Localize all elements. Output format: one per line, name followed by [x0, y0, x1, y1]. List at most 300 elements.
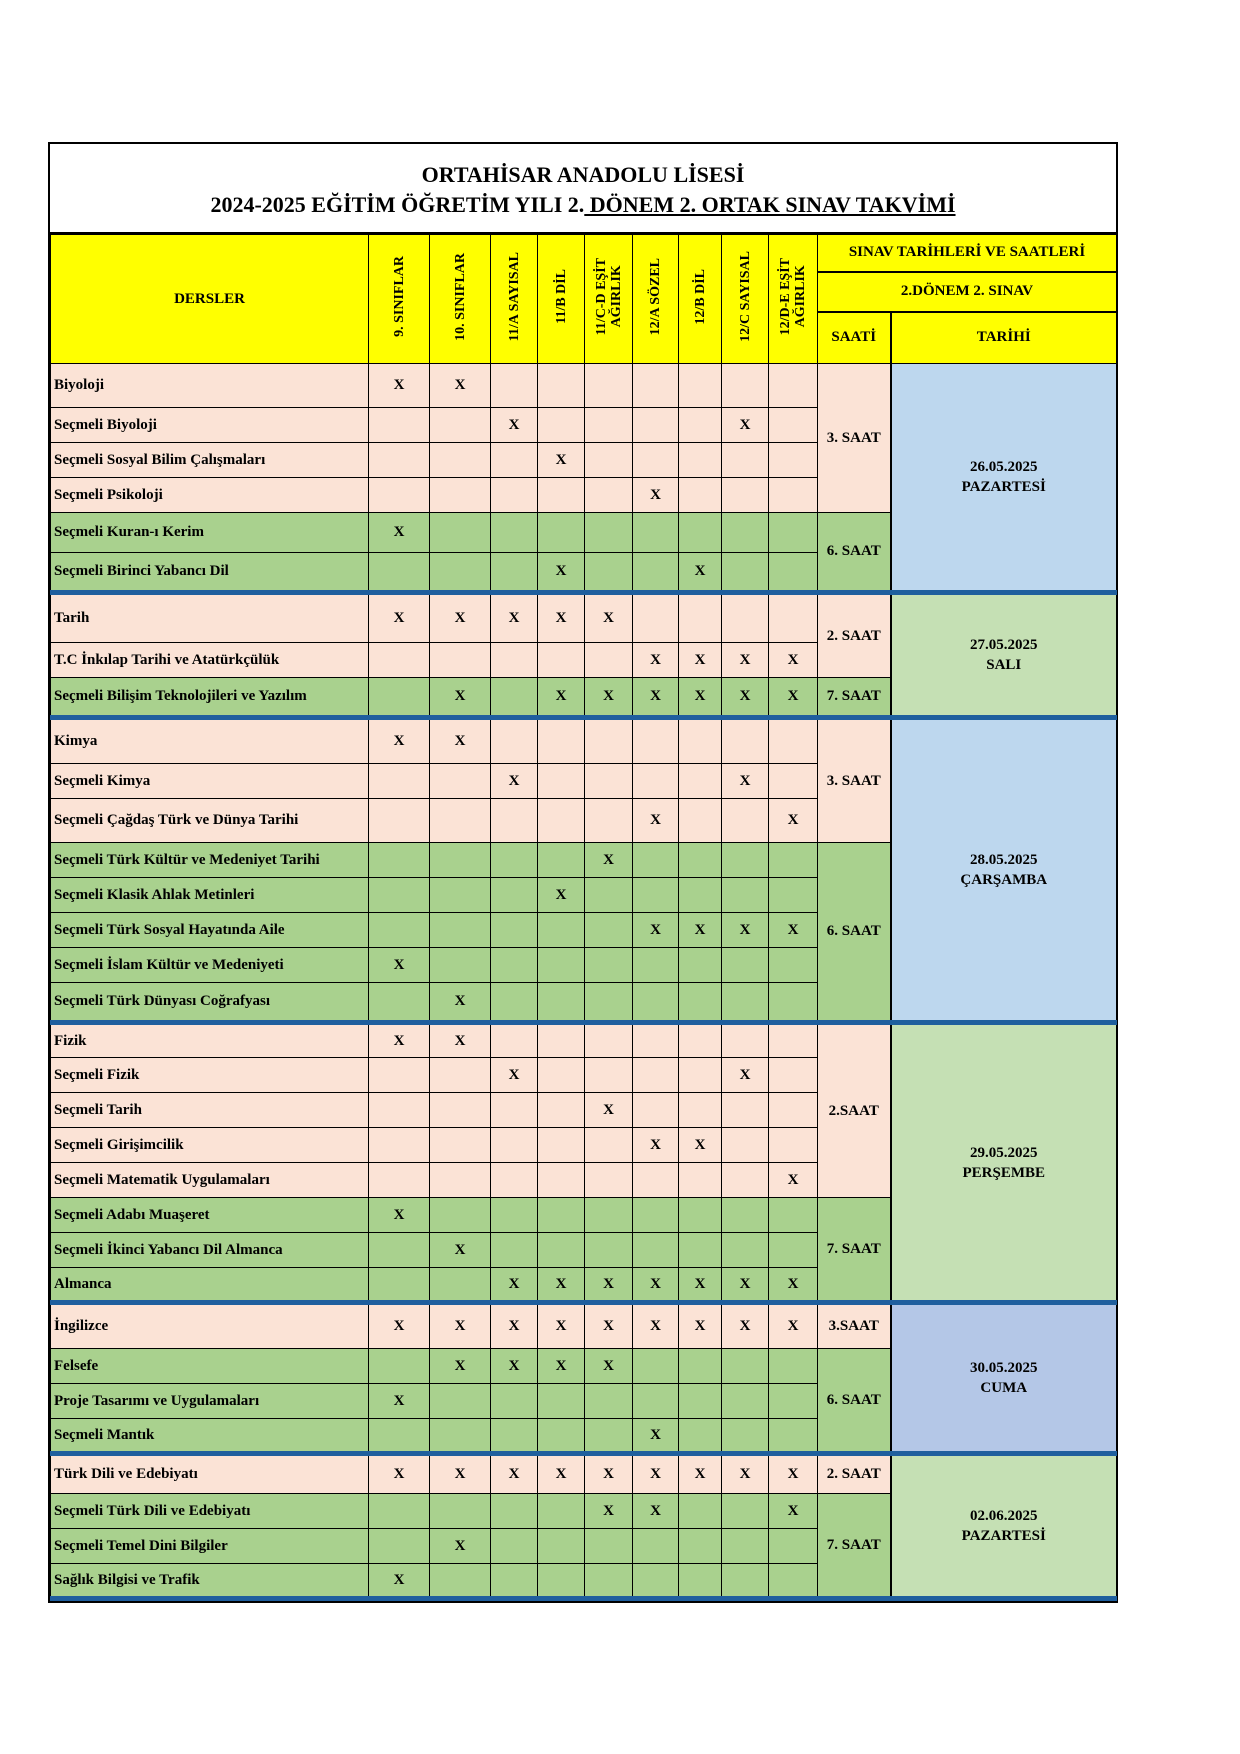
class-mark-cell	[633, 1093, 679, 1128]
class-mark-cell	[585, 764, 633, 799]
class-mark-cell: X	[491, 408, 538, 443]
class-mark-cell	[538, 1384, 585, 1419]
class-mark-cell: X	[679, 553, 722, 593]
class-mark-cell: X	[585, 1494, 633, 1529]
class-mark-cell: X	[585, 593, 633, 643]
class-mark-cell	[491, 878, 538, 913]
class-mark-cell: X	[633, 643, 679, 678]
exam-time-cell: 7. SAAT	[818, 1198, 891, 1303]
class-mark-cell: X	[430, 1454, 491, 1494]
class-mark-cell	[633, 443, 679, 478]
class-mark-cell	[769, 478, 818, 513]
class-mark-cell	[633, 1529, 679, 1564]
class-mark-cell	[430, 878, 491, 913]
class-mark-cell	[585, 1128, 633, 1163]
class-mark-cell	[633, 718, 679, 764]
class-mark-cell	[538, 1494, 585, 1529]
class-mark-cell	[769, 553, 818, 593]
class-mark-cell	[491, 478, 538, 513]
exam-date: 28.05.2025	[970, 852, 1038, 868]
class-mark-cell	[538, 1233, 585, 1268]
class-mark-cell	[585, 1023, 633, 1058]
class-mark-cell: X	[369, 513, 430, 553]
course-name: T.C İnkılap Tarihi ve Atatürkçülük	[51, 643, 369, 678]
class-mark-cell: X	[633, 1494, 679, 1529]
class-mark-cell: X	[722, 643, 769, 678]
class-mark-cell: X	[538, 878, 585, 913]
class-mark-cell: X	[491, 1058, 538, 1093]
class-mark-cell: X	[369, 593, 430, 643]
class-mark-cell	[430, 443, 491, 478]
class-mark-cell	[633, 593, 679, 643]
class-mark-cell: X	[369, 948, 430, 983]
class-mark-cell	[430, 764, 491, 799]
exam-date: 26.05.2025	[970, 459, 1038, 475]
class-mark-cell	[722, 878, 769, 913]
class-mark-cell	[538, 1023, 585, 1058]
class-mark-cell	[538, 1058, 585, 1093]
class-mark-cell: X	[722, 1303, 769, 1349]
class-mark-cell	[585, 443, 633, 478]
class-mark-cell	[369, 913, 430, 948]
class-mark-cell	[430, 1268, 491, 1303]
exam-day: CUMA	[980, 1380, 1028, 1396]
class-mark-cell	[585, 643, 633, 678]
course-name: Biyoloji	[51, 364, 369, 408]
class-mark-cell	[585, 408, 633, 443]
class-mark-cell	[679, 443, 722, 478]
class-mark-cell: X	[538, 678, 585, 718]
class-mark-cell: X	[585, 1093, 633, 1128]
class-mark-cell	[633, 1384, 679, 1419]
class-mark-cell	[369, 983, 430, 1023]
class-mark-cell	[722, 1128, 769, 1163]
class-mark-cell: X	[430, 718, 491, 764]
class-mark-cell	[369, 643, 430, 678]
class-mark-cell	[679, 843, 722, 878]
class-mark-cell	[369, 1419, 430, 1454]
class-mark-cell	[633, 364, 679, 408]
class-mark-cell	[722, 478, 769, 513]
class-mark-cell	[585, 1384, 633, 1419]
class-mark-cell	[722, 553, 769, 593]
class-mark-cell	[491, 443, 538, 478]
class-mark-cell	[491, 718, 538, 764]
class-mark-cell: X	[491, 1454, 538, 1494]
class-mark-cell: X	[491, 1303, 538, 1349]
course-name: Sağlık Bilgisi ve Trafik	[51, 1564, 369, 1599]
exam-time-cell: 3. SAAT	[818, 364, 891, 513]
class-mark-cell: X	[633, 1303, 679, 1349]
class-mark-cell	[722, 1093, 769, 1128]
class-mark-cell	[369, 1268, 430, 1303]
header-date: TARİHİ	[891, 312, 1117, 364]
class-mark-cell	[769, 983, 818, 1023]
class-mark-cell: X	[769, 643, 818, 678]
class-mark-cell	[585, 1529, 633, 1564]
course-name: Seçmeli Klasik Ahlak Metinleri	[51, 878, 369, 913]
class-mark-cell: X	[430, 593, 491, 643]
class-mark-cell: X	[679, 913, 722, 948]
class-mark-cell: X	[369, 1384, 430, 1419]
class-mark-cell	[722, 718, 769, 764]
class-mark-cell	[679, 513, 722, 553]
class-mark-cell	[538, 1529, 585, 1564]
class-mark-cell	[538, 799, 585, 843]
class-mark-cell	[491, 513, 538, 553]
course-name: Fizik	[51, 1023, 369, 1058]
class-mark-cell: X	[769, 799, 818, 843]
exam-date: 27.05.2025	[970, 637, 1038, 653]
class-mark-cell	[769, 364, 818, 408]
class-mark-cell	[679, 478, 722, 513]
class-mark-cell	[585, 799, 633, 843]
class-mark-cell	[585, 1419, 633, 1454]
class-mark-cell	[769, 1093, 818, 1128]
class-mark-cell	[491, 1529, 538, 1564]
class-mark-cell	[633, 878, 679, 913]
class-mark-cell	[369, 843, 430, 878]
exam-time-cell: 2.SAAT	[818, 1023, 891, 1198]
class-mark-cell	[430, 553, 491, 593]
class-mark-cell	[491, 1419, 538, 1454]
class-mark-cell	[633, 1564, 679, 1599]
class-mark-cell	[491, 1128, 538, 1163]
class-mark-cell	[679, 1529, 722, 1564]
class-mark-cell	[722, 1349, 769, 1384]
course-name: Seçmeli Bilişim Teknolojileri ve Yazılım	[51, 678, 369, 718]
class-mark-cell	[679, 1384, 722, 1419]
class-mark-cell	[679, 1058, 722, 1093]
class-mark-cell	[491, 1163, 538, 1198]
class-mark-cell	[430, 1198, 491, 1233]
exam-time-cell: 6. SAAT	[818, 1349, 891, 1454]
class-mark-cell: X	[722, 408, 769, 443]
class-mark-cell	[369, 764, 430, 799]
class-mark-cell	[585, 948, 633, 983]
class-mark-cell	[633, 1163, 679, 1198]
class-mark-cell	[633, 1198, 679, 1233]
schedule-title-underlined: DÖNEM 2. ORTAK SINAV TAKVİMİ	[584, 192, 956, 217]
class-mark-cell	[538, 1163, 585, 1198]
class-mark-cell	[369, 678, 430, 718]
class-mark-cell: X	[769, 1494, 818, 1529]
class-mark-cell	[491, 913, 538, 948]
course-name: Seçmeli Psikoloji	[51, 478, 369, 513]
class-mark-cell	[679, 593, 722, 643]
course-name: Seçmeli Türk Kültür ve Medeniyet Tarihi	[51, 843, 369, 878]
class-mark-cell	[491, 948, 538, 983]
header-class-7: 12/C SAYISAL	[722, 235, 769, 364]
class-mark-cell	[679, 1023, 722, 1058]
class-mark-cell	[769, 843, 818, 878]
class-mark-cell	[633, 1058, 679, 1093]
header-term: 2.DÖNEM 2. SINAV	[818, 272, 1117, 312]
class-mark-cell	[722, 843, 769, 878]
class-mark-cell: X	[769, 1454, 818, 1494]
class-mark-cell	[538, 983, 585, 1023]
class-mark-cell	[430, 1419, 491, 1454]
class-mark-cell	[538, 1093, 585, 1128]
class-mark-cell	[722, 593, 769, 643]
class-mark-cell	[585, 913, 633, 948]
class-mark-cell: X	[491, 1268, 538, 1303]
class-mark-cell: X	[538, 443, 585, 478]
class-mark-cell: X	[538, 1454, 585, 1494]
class-mark-cell	[679, 364, 722, 408]
schedule-title-prefix: 2024-2025 EĞİTİM ÖĞRETİM YILI 2.	[210, 192, 585, 217]
class-mark-cell	[722, 513, 769, 553]
class-mark-cell: X	[430, 1529, 491, 1564]
class-mark-cell	[769, 1564, 818, 1599]
class-mark-cell: X	[769, 1303, 818, 1349]
class-mark-cell	[633, 1349, 679, 1384]
class-mark-cell	[491, 364, 538, 408]
class-mark-cell: X	[585, 843, 633, 878]
class-mark-cell	[722, 1384, 769, 1419]
class-mark-cell	[769, 1529, 818, 1564]
class-mark-cell	[538, 948, 585, 983]
class-mark-cell: X	[722, 1454, 769, 1494]
course-name: Seçmeli Biyoloji	[51, 408, 369, 443]
class-mark-cell	[491, 643, 538, 678]
exam-time-cell: 2. SAAT	[818, 1454, 891, 1494]
document-title	[50, 144, 1116, 234]
class-mark-cell	[769, 718, 818, 764]
class-mark-cell	[538, 843, 585, 878]
class-mark-cell	[430, 913, 491, 948]
class-mark-cell	[430, 1093, 491, 1128]
class-mark-cell: X	[430, 1233, 491, 1268]
class-mark-cell: X	[430, 678, 491, 718]
exam-day: SALI	[986, 657, 1022, 673]
class-mark-cell	[633, 1233, 679, 1268]
class-mark-cell: X	[491, 764, 538, 799]
class-mark-cell	[430, 1163, 491, 1198]
header-class-6: 12/B DİL	[679, 235, 722, 364]
class-mark-cell: X	[585, 1268, 633, 1303]
class-mark-cell	[722, 983, 769, 1023]
course-name: Seçmeli Tarih	[51, 1093, 369, 1128]
class-mark-cell	[585, 718, 633, 764]
course-name: Almanca	[51, 1268, 369, 1303]
schedule-table	[50, 234, 1117, 1601]
class-mark-cell: X	[722, 678, 769, 718]
class-mark-cell	[369, 1233, 430, 1268]
class-mark-cell: X	[679, 1128, 722, 1163]
class-mark-cell	[430, 1128, 491, 1163]
class-mark-cell: X	[585, 1454, 633, 1494]
class-mark-cell	[769, 593, 818, 643]
class-mark-cell	[369, 1058, 430, 1093]
class-mark-cell: X	[679, 1268, 722, 1303]
class-mark-cell: X	[538, 1349, 585, 1384]
exam-day: PERŞEMBE	[962, 1164, 1045, 1181]
class-mark-cell	[679, 1163, 722, 1198]
class-mark-cell	[430, 1494, 491, 1529]
exam-time-cell: 2. SAAT	[818, 593, 891, 678]
class-mark-cell	[679, 1564, 722, 1599]
class-mark-cell: X	[538, 1303, 585, 1349]
schedule-title	[50, 190, 1116, 220]
course-name: Seçmeli Sosyal Bilim Çalışmaları	[51, 443, 369, 478]
class-mark-cell	[369, 1163, 430, 1198]
class-mark-cell	[769, 1058, 818, 1093]
class-mark-cell	[679, 1233, 722, 1268]
class-mark-cell	[430, 948, 491, 983]
class-mark-cell	[722, 948, 769, 983]
class-mark-cell	[722, 1023, 769, 1058]
class-mark-cell: X	[538, 593, 585, 643]
course-name: Seçmeli Kimya	[51, 764, 369, 799]
class-mark-cell	[769, 1419, 818, 1454]
class-mark-cell: X	[369, 1198, 430, 1233]
class-mark-cell: X	[722, 1058, 769, 1093]
course-name: Seçmeli Türk Dünyası Coğrafyası	[51, 983, 369, 1023]
class-mark-cell: X	[585, 678, 633, 718]
class-mark-cell: X	[430, 364, 491, 408]
class-mark-cell	[722, 1163, 769, 1198]
class-mark-cell	[585, 478, 633, 513]
class-mark-cell	[491, 1198, 538, 1233]
table-row	[51, 1303, 1117, 1349]
class-mark-cell: X	[722, 1268, 769, 1303]
class-mark-cell	[491, 678, 538, 718]
class-mark-cell	[538, 1128, 585, 1163]
course-name: Seçmeli Mantık	[51, 1419, 369, 1454]
class-mark-cell	[369, 1529, 430, 1564]
class-mark-cell	[722, 1494, 769, 1529]
class-mark-cell	[585, 364, 633, 408]
class-mark-cell	[722, 799, 769, 843]
class-mark-cell: X	[633, 1268, 679, 1303]
class-mark-cell	[491, 1023, 538, 1058]
class-mark-cell	[585, 1163, 633, 1198]
exam-time-cell: 6. SAAT	[818, 513, 891, 593]
class-mark-cell	[430, 408, 491, 443]
exam-date-cell	[891, 718, 1117, 1023]
exam-date-cell	[891, 364, 1117, 593]
class-mark-cell	[722, 1529, 769, 1564]
class-mark-cell: X	[679, 1303, 722, 1349]
class-mark-cell: X	[491, 593, 538, 643]
class-mark-cell: X	[633, 1128, 679, 1163]
class-mark-cell	[369, 1494, 430, 1529]
class-mark-cell: X	[679, 643, 722, 678]
exam-time-cell: 3.SAAT	[818, 1303, 891, 1349]
class-mark-cell	[769, 1198, 818, 1233]
class-mark-cell	[722, 1233, 769, 1268]
course-name: Seçmeli Türk Dili ve Edebiyatı	[51, 1494, 369, 1529]
class-mark-cell	[369, 553, 430, 593]
class-mark-cell	[633, 843, 679, 878]
class-mark-cell	[769, 1233, 818, 1268]
exam-date: 30.05.2025	[970, 1360, 1038, 1376]
class-mark-cell	[369, 1128, 430, 1163]
class-mark-cell	[769, 878, 818, 913]
class-mark-cell: X	[722, 913, 769, 948]
course-name: Seçmeli Türk Sosyal Hayatında Aile	[51, 913, 369, 948]
class-mark-cell: X	[633, 478, 679, 513]
class-mark-cell: X	[633, 678, 679, 718]
exam-time-cell: 3. SAAT	[818, 718, 891, 843]
header-class-8: 12/D-E EŞİT AĞIRLIK	[769, 235, 818, 364]
class-mark-cell	[679, 799, 722, 843]
class-mark-cell	[769, 764, 818, 799]
class-mark-cell	[679, 1093, 722, 1128]
course-name: Seçmeli İslam Kültür ve Medeniyeti	[51, 948, 369, 983]
class-mark-cell	[679, 1419, 722, 1454]
course-name: Kimya	[51, 718, 369, 764]
class-mark-cell	[769, 408, 818, 443]
class-mark-cell	[769, 513, 818, 553]
class-mark-cell	[369, 478, 430, 513]
class-mark-cell	[491, 1564, 538, 1599]
class-mark-cell	[538, 643, 585, 678]
class-mark-cell	[585, 1198, 633, 1233]
class-mark-cell	[633, 513, 679, 553]
header-class-2: 11/A SAYISAL	[491, 235, 538, 364]
class-mark-cell: X	[633, 1419, 679, 1454]
table-row	[51, 1023, 1117, 1058]
class-mark-cell	[491, 1494, 538, 1529]
course-name: Seçmeli Fizik	[51, 1058, 369, 1093]
class-mark-cell: X	[633, 913, 679, 948]
class-mark-cell	[769, 443, 818, 478]
class-mark-cell: X	[769, 913, 818, 948]
table-row	[51, 1454, 1117, 1494]
class-mark-cell	[585, 983, 633, 1023]
class-mark-cell	[369, 1349, 430, 1384]
class-mark-cell: X	[430, 1349, 491, 1384]
course-name: Seçmeli Matematik Uygulamaları	[51, 1163, 369, 1198]
class-mark-cell: X	[585, 1349, 633, 1384]
class-mark-cell	[769, 1128, 818, 1163]
class-mark-cell: X	[769, 1163, 818, 1198]
class-mark-cell	[491, 1384, 538, 1419]
exam-date-cell	[891, 593, 1117, 718]
class-mark-cell	[633, 1023, 679, 1058]
exam-date-cell	[891, 1303, 1117, 1454]
class-mark-cell	[430, 513, 491, 553]
class-mark-cell	[491, 1233, 538, 1268]
class-mark-cell: X	[722, 764, 769, 799]
class-mark-cell: X	[769, 1268, 818, 1303]
class-mark-cell	[430, 843, 491, 878]
course-name: Felsefe	[51, 1349, 369, 1384]
class-mark-cell	[722, 1419, 769, 1454]
class-mark-cell	[430, 478, 491, 513]
course-name: Tarih	[51, 593, 369, 643]
course-name: Türk Dili ve Edebiyatı	[51, 1454, 369, 1494]
class-mark-cell	[769, 948, 818, 983]
exam-time-cell: 7. SAAT	[818, 1494, 891, 1599]
class-mark-cell: X	[679, 678, 722, 718]
exam-day: ÇARŞAMBA	[960, 872, 1048, 888]
class-mark-cell	[633, 983, 679, 1023]
header-class-1: 10. SINIFLAR	[430, 235, 491, 364]
class-mark-cell: X	[369, 1454, 430, 1494]
class-mark-cell	[538, 718, 585, 764]
exam-day: PAZARTESİ	[961, 479, 1046, 495]
class-mark-cell	[369, 799, 430, 843]
class-mark-cell	[430, 1058, 491, 1093]
course-name: Seçmeli Temel Dini Bilgiler	[51, 1529, 369, 1564]
course-name: Seçmeli Çağdaş Türk ve Dünya Tarihi	[51, 799, 369, 843]
class-mark-cell	[585, 1564, 633, 1599]
class-mark-cell: X	[633, 799, 679, 843]
class-mark-cell	[538, 478, 585, 513]
